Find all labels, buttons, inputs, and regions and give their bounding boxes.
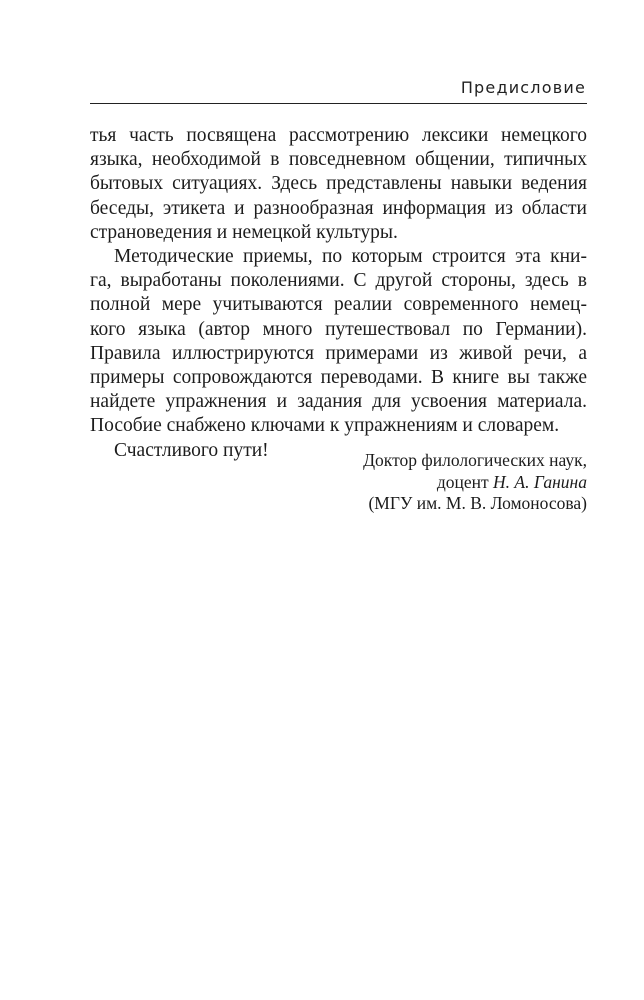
author-title-line [363,472,587,494]
text-line: тья часть посвящена рассмотрению лексики немецкого [90,125,587,146]
text-line: найдете упражнения и задания для усвоения материала. [90,391,587,413]
body-text [90,124,587,463]
text-line: страноведения и немецкой культуры. [90,221,398,243]
text-line: Методические приемы, по которым строится эта кни- [114,246,587,268]
text-line: кого языка (автор много путешествовал по Германии). [90,318,587,340]
author-degree: Доктор филологических наук, [363,450,587,470]
text-line: Пособие снабжено ключами к упражнениям и словарем. [90,415,560,437]
author-signature [363,450,587,515]
text-line: га, выработаны поколениями. С другой стороны, здесь в [90,270,587,292]
author-name: Н. А. Ганина [493,471,587,492]
author-affiliation: (МГУ им. М. В. Ломоносова) [368,493,587,513]
text-line: беседы, этикета и разнообразная информация из области [90,197,587,219]
paragraph-1 [90,124,587,245]
running-title: Предисловие [460,78,586,97]
text-line: языка, необходимой в повседневном общении, типичных [90,149,587,171]
header-rule [90,103,587,104]
text-line: бытовых ситуациях. Здесь представлены навыки ведения [90,173,587,195]
text-line: Правила иллюстрируются примерами из живой речи, а [90,342,587,364]
text-line: примеры сопровождаются переводами. В книге вы также [90,367,587,389]
text-line: Счастливого пути! [114,439,269,461]
paragraph-2 [90,245,587,439]
author-position: доцент [436,471,494,492]
text-line: полной мере учитываются реалии современного немец- [90,294,587,316]
